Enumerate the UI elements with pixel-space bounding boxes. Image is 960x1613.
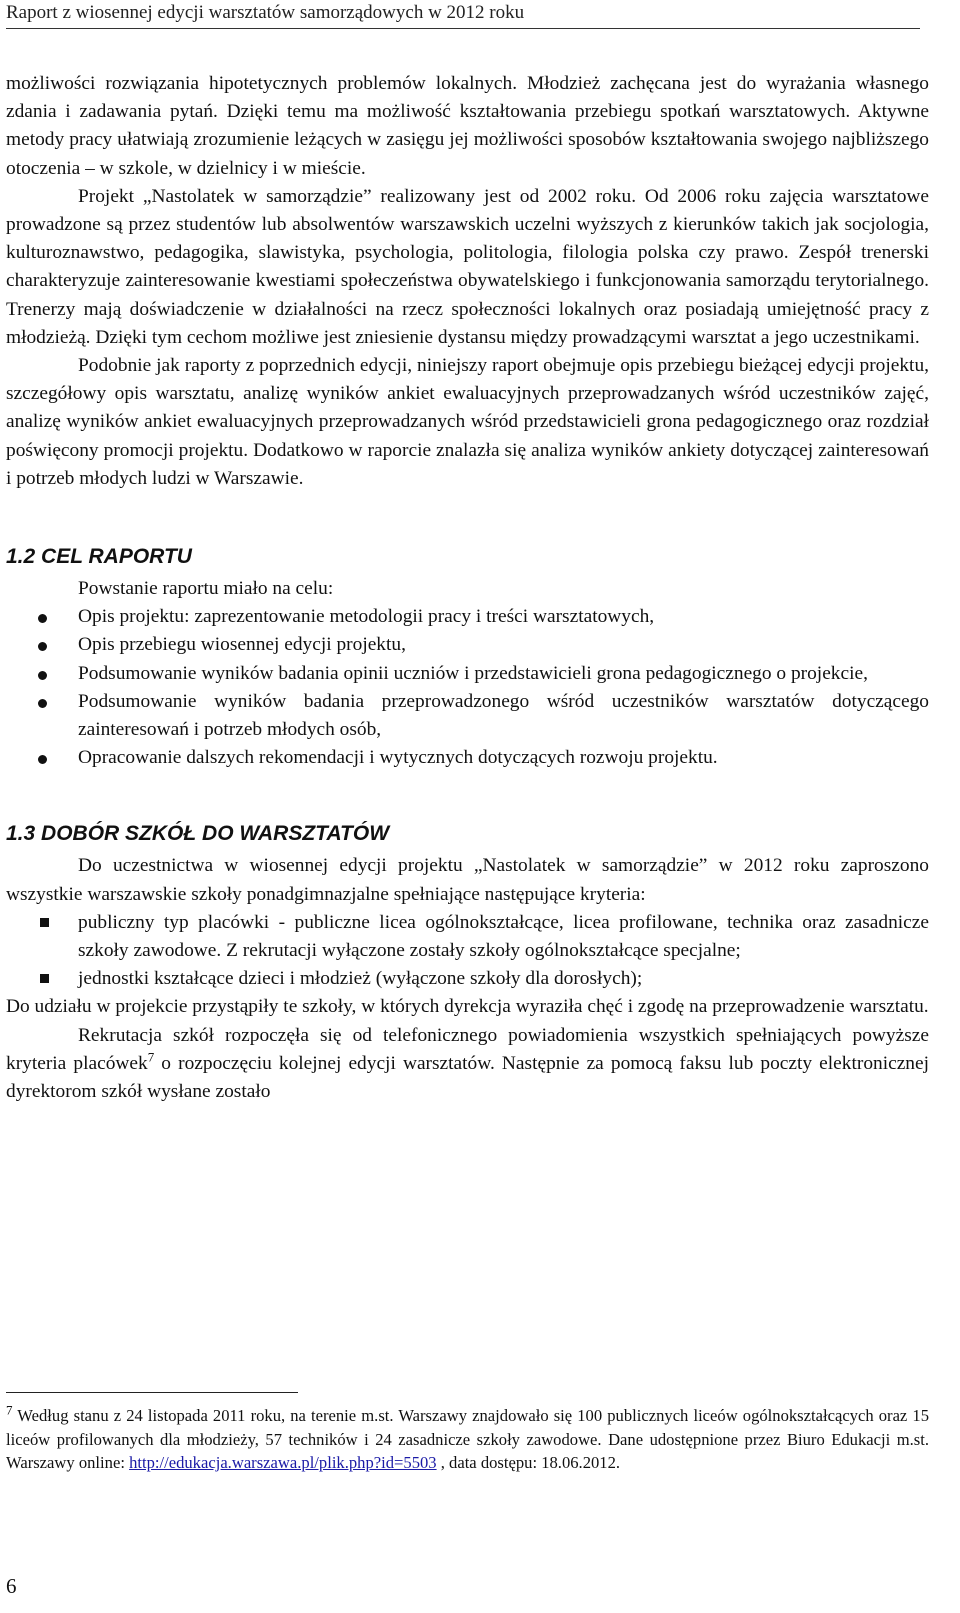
page-number: 6 xyxy=(6,1574,17,1598)
criteria-list xyxy=(6,909,929,994)
list-item: Podsumowanie wyników badania opinii uczniów i przedstawicieli grona pedagogicznego o projekcie, xyxy=(6,660,929,688)
list-item: Opis przebiegu wiosennej edycji projektu, xyxy=(6,631,929,659)
goals-list xyxy=(6,603,929,772)
square-bullet-icon xyxy=(40,918,49,927)
list-item: jednostki kształcące dzieci i młodzież (wyłączone szkoły dla dorosłych); xyxy=(6,965,929,993)
body-text xyxy=(6,70,929,1106)
section-heading-cel-raportu: 1.2 CEL RAPORTU xyxy=(6,545,192,569)
list-item: Opracowanie dalszych rekomendacji i wytycznych dotyczących rozwoju projektu. xyxy=(6,744,929,772)
paragraph-intro-2: Projekt „Nastolatek w samorządzie” realizowany jest od 2002 roku. Od 2006 roku zajęcia warsztatowe prowadzone są przez studentów lub absolwentów warszawskich uczelni wyższych z kierunków takich jak socjologia, kulturoznawstwo, pedagogika, slawistyka, psychologia, politologia, filologia polska czy prawo. Zespół trenerski charakteryzuje zainteresowanie kwestiami społeczeństwa obywatelskiego i funkcjonowania samorządu terytorialnego. Trenerzy mają doświadczenie w działalności na rzecz społeczności lokalnych oraz posiadają umiejętność pracy z młodzieżą. Dzięki tym cechom możliwe jest zniesienie dystansu między prowadzącymi warsztat a jego uczestnikami. xyxy=(6,185,929,348)
square-bullet-icon xyxy=(40,974,49,983)
section-spacer xyxy=(6,493,929,539)
list-item: Podsumowanie wyników badania przeprowadzonego wśród uczestników warsztatów dotyczącego zainteresowań i potrzeb młodych osób, xyxy=(6,688,929,744)
footnote-link[interactable]: http://edukacja.warszawa.pl/plik.php?id=5503 xyxy=(129,1453,437,1473)
footnote-ref[interactable]: 7 xyxy=(147,1049,155,1065)
section-spacer xyxy=(6,772,929,816)
paragraph-recruitment: Rekrutacja szkół rozpoczęła się od telefonicznego powiadomienia wszystkich spełniających powyższe kryteria placówek$^7$ o rozpoczęciu kolejnej edycji warsztatów. Następnie za pomocą faksu lub poczty elektronicznej dyrektorom szkół wysłane zostało xyxy=(6,1024,929,1103)
footnote: $^7$ Według stanu z 24 listopada 2011 roku, na terenie m.st. Warszawy znajdowało się 100 publicznych liceów ogólnokształcących oraz 15 liceów profilowanych dla młodzieży, 57 techników i 24 zasadnicze szkoły zawodowe. Dane udostępnione przez Biuro Edukacji m.st. Warszawy online: http://edukacja.warszawa.pl/plik.php?id=5503 , data dostępu: 18.06.2012. xyxy=(6,1402,929,1473)
bullet-icon xyxy=(38,755,47,764)
section-lead: Powstanie raportu miało na celu: xyxy=(78,578,334,600)
paragraph-criteria: Do uczestnictwa w wiosennej edycji projektu „Nastolatek w samorządzie” w 2012 roku zaproszono wszystkie warszawskie szkoły ponadgimnazjalne spełniające następujące kryteria: xyxy=(6,855,929,905)
paragraph-intro-1: możliwości rozwiązania hipotetycznych problemów lokalnych. Młodzież zachęcana jest do wyrażania własnego zdania i zadawania pytań. Dzięki temu ma możliwość kształtowania przebiegu spotkań warsztatowych. Aktywne metody pracy ułatwiają zrozumienie leżących w zasięgu jej możliwości sposobów kształtowania swojego najbliższego otoczenia – w szkole, w dzielnicy i w mieście. xyxy=(6,73,929,179)
bullet-icon xyxy=(38,642,47,651)
list-item: Opis projektu: zaprezentowanie metodologii pracy i treści warsztatowych, xyxy=(6,603,929,631)
bullet-icon xyxy=(38,671,47,680)
bullet-icon xyxy=(38,614,47,623)
list-item: publiczny typ placówki - publiczne licea ogólnokształcące, licea profilowane, technika oraz zasadnicze szkoły zawodowe. Z rekrutacji wyłączone zostały szkoły ogólnokształcące specjalne; xyxy=(6,909,929,965)
bullet-icon xyxy=(38,699,47,708)
paragraph-intro-3: Podobnie jak raporty z poprzednich edycji, niniejszy raport obejmuje opis przebiegu bieżącej edycji projektu, szczegółowy opis warsztatu, analizę wyników ankiet ewaluacyjnych przeprowadzanych wśród uczestników zajęć, analizę wyników ankiet ewaluacyjnych przeprowadzanych wśród przedstawicieli grona pedagogicznego oraz rozdział poświęcony promocji projektu. Dodatkowo w raporcie znalazła się analiza wyników ankiety dotyczącej zainteresowań i potrzeb młodych ludzi w Warszawie. xyxy=(6,355,929,489)
footnote-divider xyxy=(6,1392,298,1393)
running-header: Raport z wiosennej edycji warsztatów samorządowych w 2012 roku xyxy=(6,0,920,29)
footnote-number: 7 xyxy=(6,1402,13,1418)
section-heading-dobor-szkol: 1.3 DOBÓR SZKÓŁ DO WARSZTATÓW xyxy=(6,822,390,846)
paragraph-participation: Do udziału w projekcie przystąpiły te szkoły, w których dyrekcja wyraziła chęć i zgodę na przeprowadzenie warsztatu. xyxy=(6,996,929,1018)
